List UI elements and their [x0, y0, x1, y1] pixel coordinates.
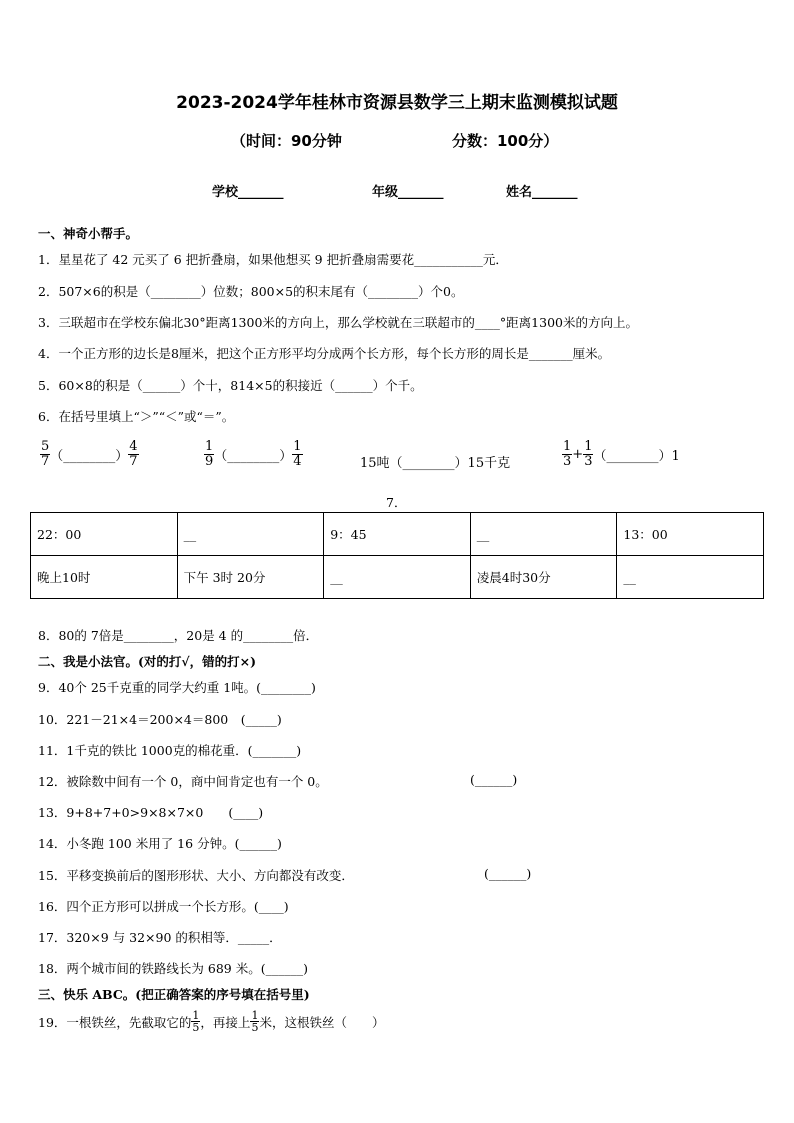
table-cell: 9：45 — [324, 513, 471, 556]
school-field: 学校_______ — [212, 185, 284, 200]
table-row — [31, 513, 764, 556]
table-cell[interactable]: __ — [324, 556, 471, 599]
q6-item-c: 15吨（________）15千克 — [360, 456, 511, 471]
table-cell: 凌晨4时30分 — [470, 556, 617, 599]
question-5: 5．60×8的积是（______）个十，814×5的积接近（______）个千。 — [38, 378, 423, 393]
time-table — [30, 512, 764, 599]
question-1: 1．星星花了 42 元买了 6 把折叠扇，如果他想买 9 把折叠扇需要花___________元． — [38, 252, 508, 267]
question-6: 6．在括号里填上“＞”“＜”或“＝”。 — [38, 409, 235, 424]
answer-blank[interactable]: （________） — [214, 448, 293, 464]
fraction: $\frac{5}{7}$ — [41, 439, 50, 469]
plus-sign: + — [572, 446, 584, 462]
question-9: 9．40个 25千克重的同学大约重 1吨。(________) — [38, 680, 316, 695]
fraction: $\frac{1}{3}$ — [584, 439, 593, 469]
section-3-heading: 三、快乐 ABC。(把正确答案的序号填在括号里) — [38, 987, 310, 1002]
table-row — [31, 556, 764, 599]
page-title: 2023-2024学年桂林市资源县数学三上期末监测模拟试题 — [176, 93, 618, 113]
question-3: 3．三联超市在学校东偏北30°距离1300米的方向上，那么学校就在三联超市的____°距离1300米的方向上。 — [38, 315, 638, 330]
section-1-heading: 一、神奇小帮手。 — [38, 226, 139, 241]
question-15: 15．平移变换前后的图形形状、大小、方向都没有改变． — [38, 868, 354, 883]
table-cell[interactable]: __ — [470, 513, 617, 556]
question-7: 7． — [386, 495, 407, 510]
fraction: $\frac{1}{5}$ — [251, 1009, 259, 1034]
question-2: 2．507×6的积是（________）位数；800×5的积末尾有（________）个0。 — [38, 284, 464, 299]
table-cell: 13：00 — [617, 513, 764, 556]
table-cell: 晚上10时 — [31, 556, 178, 599]
answer-blank[interactable]: （________）1 — [593, 448, 680, 464]
question-18: 18．两个城市间的铁路线长为 689 米。(______) — [38, 961, 308, 976]
grade-field: 年级_______ — [372, 185, 444, 200]
answer-blank[interactable]: （________） — [50, 448, 129, 464]
q6-item-d — [562, 440, 680, 468]
section-2-heading: 二、我是小法官。(对的打√，错的打×) — [38, 654, 257, 669]
question-11: 11．1千克的铁比 1000克的棉花重．(_______) — [38, 743, 302, 758]
fraction: $\frac{1}{4}$ — [293, 439, 302, 469]
question-16: 16．四个正方形可以拼成一个长方形。(____) — [38, 899, 289, 914]
q6-item-b — [204, 440, 303, 468]
fraction: $\frac{4}{7}$ — [129, 439, 138, 469]
name-field: 姓名_______ — [506, 185, 578, 200]
question-8: 8．80的 7倍是________，20是 4 的________倍． — [38, 628, 319, 643]
question-14: 14．小冬跑 100 米用了 16 分钟。(______) — [38, 836, 282, 851]
table-cell: 下午 3时 20分 — [177, 556, 324, 599]
question-13: 13．9+8+7+0>9×8×7×0 (____) — [38, 805, 264, 820]
question-10: 10．221－21×4＝200×4＝800 (_____) — [38, 712, 282, 727]
fraction: $\frac{1}{5}$ — [192, 1009, 200, 1034]
exam-score: 分数：100分） — [452, 132, 559, 150]
table-cell: 22：00 — [31, 513, 178, 556]
question-17: 17．320×9 与 32×90 的积相等．_____． — [38, 930, 282, 945]
question-4: 4．一个正方形的边长是8厘米，把这个正方形平均分成两个长方形，每个长方形的周长是_______厘米。 — [38, 346, 611, 361]
table-cell[interactable]: __ — [177, 513, 324, 556]
question-12: 12．被除数中间有一个 0，商中间肯定也有一个 0。 — [38, 774, 328, 789]
fraction: $\frac{1}{9}$ — [205, 439, 214, 469]
q6-item-a — [40, 440, 139, 468]
question-19: 19．一根铁丝，先截取它的 $\frac{1}{5}$ ，再接上 $\frac{1}{5}$ 米，这根铁丝（ ） — [38, 1009, 385, 1034]
table-cell[interactable]: __ — [617, 556, 764, 599]
q15-answer-blank[interactable]: (______) — [484, 866, 532, 881]
q12-answer-blank[interactable]: (______) — [470, 772, 518, 787]
fraction: $\frac{1}{3}$ — [563, 439, 572, 469]
exam-time: （时间：90分钟 — [231, 132, 342, 150]
